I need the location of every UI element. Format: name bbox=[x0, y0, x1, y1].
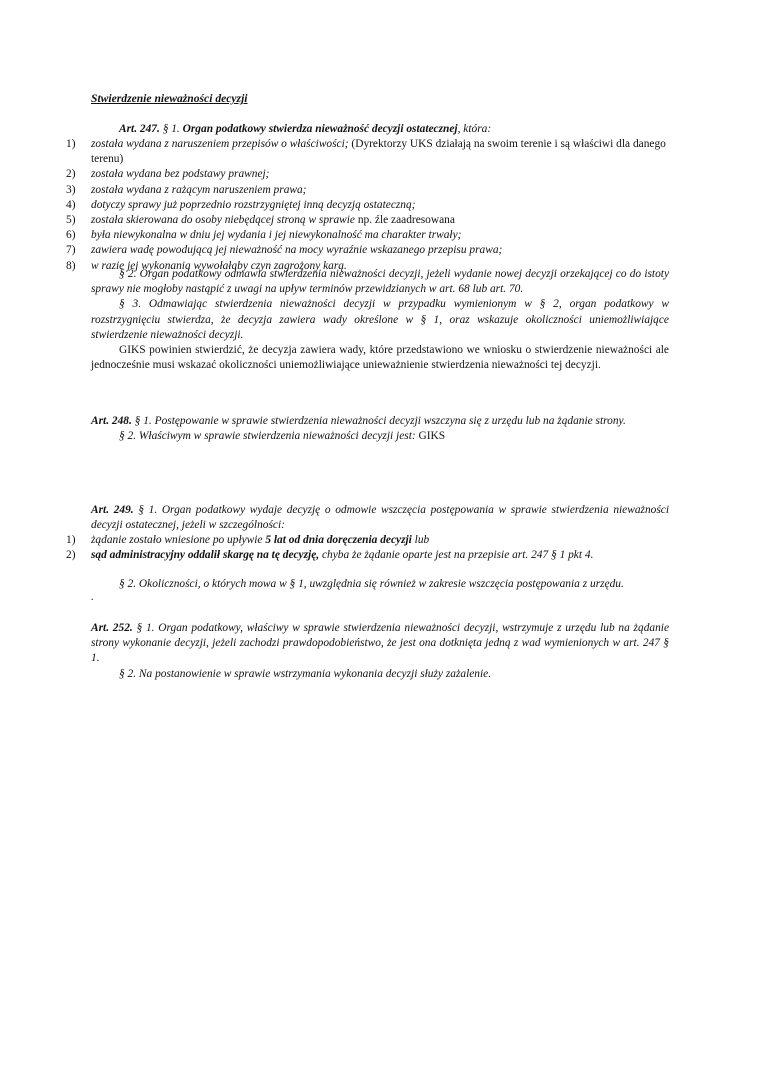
list-item bbox=[0, 213, 680, 228]
item-number: 2) bbox=[66, 168, 76, 181]
art248-block bbox=[91, 414, 669, 444]
item-number: 4) bbox=[66, 198, 76, 211]
art247-par3: § 3. Odmawiając stwierdzenia nieważności decyzji w przypadku wymienionym w § 2, organ podatkowy w rozstrzygnięciu stwierdza, że decyzja zawiera wady określone w § 1, oraz wskazuje okoliczności uniemożliwiające stwierdzenie nieważności decyzji. bbox=[91, 298, 669, 341]
item-text: została skierowana do osoby niebędącej stroną w sprawie bbox=[91, 214, 355, 227]
art249-par2: § 2. Okoliczności, o których mowa w § 1, uwzględnia się również w zakresie wszczęcia postępowania z urzędu. bbox=[119, 578, 624, 590]
art249-label: Art. 249. bbox=[91, 504, 134, 516]
art248-label: Art. 248. bbox=[91, 415, 132, 427]
item-text: została wydana z naruszeniem przepisów o właściwości; bbox=[91, 138, 349, 150]
item-text: żądanie zostało wniesione po upływie bbox=[91, 534, 266, 546]
art247-item-list bbox=[0, 137, 680, 274]
art248-par1: § 1. Postępowanie w sprawie stwierdzenia nieważności decyzji wszczyna się z urzędu lub na żądanie strony. bbox=[131, 415, 626, 427]
item-number: 3) bbox=[66, 183, 76, 196]
art252-par1: § 1. Organ podatkowy, właściwy w sprawie stwierdzenia nieważności decyzji, wstrzymuje z urzędu lub na żądanie strony wykonanie decyzji, jeżeli zachodzi prawdopodobieństwo, że jest ona dotknięta jedną z wad wymienionych w art. 247 § 1. bbox=[91, 622, 669, 665]
item-number: 6) bbox=[66, 229, 76, 242]
art247-label: Art. 247. bbox=[119, 123, 160, 135]
item-number: 2) bbox=[66, 549, 76, 562]
list-item bbox=[0, 183, 680, 198]
list-item bbox=[0, 198, 680, 213]
art248-par2-value: GIKS bbox=[415, 430, 446, 443]
item-number: 7) bbox=[66, 244, 76, 257]
art247-heading bbox=[91, 122, 669, 137]
item-text: została wydana z rażącym naruszeniem prawa; bbox=[91, 183, 307, 196]
item-text-tail: chyba że żądanie oparte jest na przepisie art. 247 § 1 pkt 4. bbox=[319, 549, 594, 562]
item-text: była niewykonalna w dniu jej wydania i jej niewykonalność ma charakter trwały; bbox=[91, 229, 462, 242]
art247-par1-tail: , która: bbox=[457, 123, 492, 135]
item-text-note: np. źle zaadresowana bbox=[354, 214, 455, 227]
art247-body bbox=[91, 267, 669, 373]
art248-par2: § 2. Właściwym w sprawie stwierdzenia nieważności decyzji jest: bbox=[119, 430, 416, 443]
item-text-tail: lub bbox=[411, 534, 430, 546]
art249-heading bbox=[91, 503, 669, 533]
item-text: dotyczy sprawy już poprzednio rozstrzygniętej inną decyzją ostateczną; bbox=[91, 198, 416, 211]
item-text: zawiera wadę powodującą jej nieważność na mocy wyraźnie wskazanego przepisu prawa; bbox=[91, 244, 503, 257]
list-item bbox=[0, 533, 680, 548]
separator-dot: . bbox=[91, 591, 94, 604]
item-text-bold: 5 lat od dnia doręczenia decyzji bbox=[265, 534, 412, 546]
list-item bbox=[0, 243, 680, 258]
item-number: 8) bbox=[66, 259, 76, 272]
art249-item-list bbox=[0, 533, 680, 563]
item-text: w razie jej wykonania wywołałaby czyn zagrożony karą. bbox=[91, 259, 347, 272]
list-item bbox=[0, 548, 680, 563]
item-number: 1) bbox=[66, 138, 76, 150]
item-number: 1) bbox=[66, 534, 76, 546]
art247-note: GIKS powinien stwierdzić, że decyzja zawiera wady, które przedstawiono we wniosku o stwierdzenie nieważności ale jednocześnie musi wskazać okoliczności uniemożliwiające unieważnienie stwierdzenia nieważności tej decyzji. bbox=[91, 344, 669, 372]
item-text-note: (Dyrektorzy UKS działają na swoim terenie i są właściwi dla danego terenu) bbox=[91, 138, 666, 166]
list-item bbox=[0, 167, 680, 182]
art252-label: Art. 252. bbox=[91, 622, 133, 634]
page-title: Stwierdzenie nieważności decyzji bbox=[91, 92, 248, 105]
art252-par2: § 2. Na postanowienie w sprawie wstrzymania wykonania decyzji służy zażalenie. bbox=[119, 667, 492, 680]
item-text: została wydana bez podstawy prawnej; bbox=[91, 168, 270, 181]
list-item bbox=[0, 228, 680, 243]
art247-par1-prefix: § 1. bbox=[162, 123, 180, 135]
item-text-bold: sąd administracyjny oddalił skargę na tę decyzję, bbox=[91, 549, 320, 562]
art249-par1: § 1. Organ podatkowy wydaje decyzję o odmowie wszczęcia postępowania w sprawie stwierdzenia nieważności decyzji ostatecznej, jeżeli w szczególności: bbox=[91, 504, 670, 532]
art252-block bbox=[91, 621, 669, 682]
list-item bbox=[0, 137, 680, 167]
item-number: 5) bbox=[66, 214, 76, 227]
art247-par2: § 2. Organ podatkowy odmawia stwierdzenia nieważności decyzji, jeżeli wydanie nowej decyzji orzekającej co do istoty sprawy nie mogłoby nastąpić z uwagi na upływ terminów przewidzianych w art. 68 lub art. 70. bbox=[91, 268, 669, 296]
art247-par1-bold: Organ podatkowy stwierdza nieważność decyzji ostatecznej bbox=[182, 123, 458, 135]
art249-body bbox=[91, 577, 669, 603]
